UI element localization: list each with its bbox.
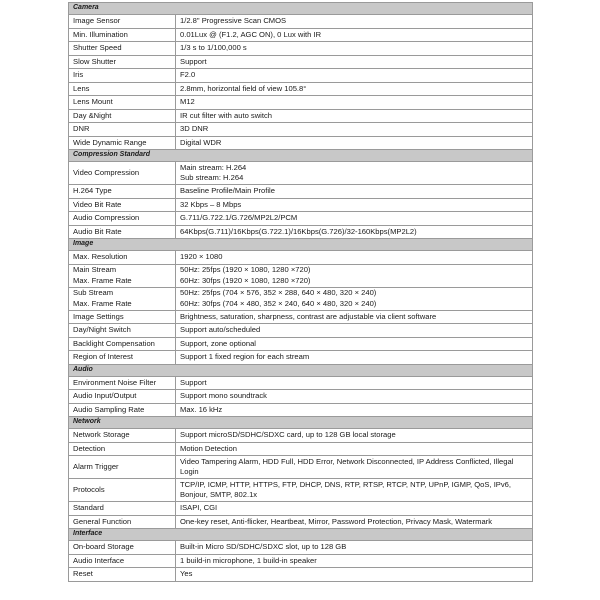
spec-label bbox=[69, 264, 176, 287]
spec-value bbox=[176, 442, 533, 456]
spec-label-line: General Function bbox=[73, 516, 132, 526]
spec-row bbox=[69, 109, 533, 123]
spec-label bbox=[69, 390, 176, 404]
spec-label bbox=[69, 479, 176, 502]
spec-label-line: Iris bbox=[73, 70, 84, 79]
spec-label-line: Main Stream bbox=[73, 265, 117, 274]
spec-value bbox=[176, 568, 533, 582]
spec-label-line: Audio Input/Output bbox=[73, 391, 137, 400]
spec-row bbox=[69, 337, 533, 351]
spec-row bbox=[69, 82, 533, 96]
spec-label bbox=[69, 55, 176, 69]
spec-label-line: Wide Dynamic Range bbox=[73, 137, 147, 147]
spec-row bbox=[69, 212, 533, 226]
spec-row bbox=[69, 324, 533, 338]
spec-label-line: On-board Storage bbox=[73, 542, 134, 551]
spec-label-line: Protocols bbox=[73, 484, 105, 494]
spec-value-line: 50Hz: 25fps (704 × 576, 352 × 288, 640 × 480, 320 × 240) bbox=[180, 288, 377, 297]
spec-row bbox=[69, 515, 533, 529]
spec-row bbox=[69, 310, 533, 324]
spec-table bbox=[68, 2, 533, 582]
spec-value-line: Main stream: H.264 bbox=[180, 162, 247, 172]
spec-label bbox=[69, 351, 176, 365]
spec-row bbox=[69, 479, 533, 502]
spec-value-line: Support 1 fixed region for each stream bbox=[180, 352, 310, 361]
spec-value-line: Support, zone optional bbox=[180, 338, 256, 348]
spec-label-line: Backlight Compensation bbox=[73, 338, 155, 348]
spec-value-line: Brightness, saturation, sharpness, contrast are adjustable via client software bbox=[180, 311, 437, 321]
section-header bbox=[69, 150, 533, 162]
spec-label-line: Max. Frame Rate bbox=[73, 298, 132, 308]
spec-row bbox=[69, 15, 533, 29]
spec-label bbox=[69, 185, 176, 199]
spec-label-line: Standard bbox=[73, 503, 104, 512]
spec-label bbox=[69, 376, 176, 390]
spec-row bbox=[69, 251, 533, 265]
section-title: Interface bbox=[69, 529, 533, 541]
spec-value bbox=[176, 225, 533, 239]
spec-label-line: Max. Frame Rate bbox=[73, 275, 132, 285]
spec-label bbox=[69, 123, 176, 137]
spec-label bbox=[69, 212, 176, 226]
spec-label-line: Audio Sampling Rate bbox=[73, 404, 145, 414]
spec-label bbox=[69, 568, 176, 582]
spec-value bbox=[176, 198, 533, 212]
spec-row bbox=[69, 456, 533, 479]
spec-label-line: Video Bit Rate bbox=[73, 199, 122, 209]
spec-label-line: Image Settings bbox=[73, 311, 124, 321]
section-title: Image bbox=[69, 239, 533, 251]
spec-label bbox=[69, 96, 176, 110]
spec-label-line: Slow Shutter bbox=[73, 56, 117, 66]
spec-value-line: 1/3 s to 1/100,000 s bbox=[180, 43, 247, 52]
spec-row bbox=[69, 390, 533, 404]
spec-label-line: H.264 Type bbox=[73, 186, 112, 195]
spec-label bbox=[69, 28, 176, 42]
spec-label bbox=[69, 515, 176, 529]
spec-label bbox=[69, 162, 176, 185]
spec-value bbox=[176, 390, 533, 404]
spec-row bbox=[69, 136, 533, 150]
spec-row bbox=[69, 198, 533, 212]
spec-value-line: Support microSD/SDHC/SDXC card, up to 128 GB local storage bbox=[180, 430, 396, 439]
spec-label bbox=[69, 287, 176, 310]
spec-row bbox=[69, 376, 533, 390]
spec-value-line: 1920 × 1080 bbox=[180, 252, 223, 261]
spec-label-line: Lens Mount bbox=[73, 97, 113, 106]
spec-label bbox=[69, 502, 176, 516]
spec-row bbox=[69, 28, 533, 42]
spec-value bbox=[176, 212, 533, 226]
spec-row bbox=[69, 69, 533, 83]
spec-value-line: TCP/IP, ICMP, HTTP, HTTPS, FTP, DHCP, DNS, RTP, RTSP, RTCP, NTP, UPnP, IGMP, QoS, IPv6, Bonjour, SMTP, 802.1x bbox=[180, 479, 511, 499]
spec-label-line: Alarm Trigger bbox=[73, 461, 119, 471]
spec-value-line: 50Hz: 25fps (1920 × 1080, 1280 ×720) bbox=[180, 265, 311, 274]
spec-row bbox=[69, 442, 533, 456]
section-title: Compression Standard bbox=[69, 150, 533, 162]
spec-label bbox=[69, 554, 176, 568]
spec-label-line: Audio Bit Rate bbox=[73, 226, 122, 236]
spec-value bbox=[176, 264, 533, 287]
section-title: Camera bbox=[69, 3, 533, 15]
spec-value-line: 60Hz: 30fps (704 × 480, 352 × 240, 640 × 480, 320 × 240) bbox=[180, 298, 377, 308]
spec-value-line: Digital WDR bbox=[180, 137, 222, 147]
spec-value bbox=[176, 403, 533, 417]
spec-value-line: 2.8mm, horizontal field of view 105.8° bbox=[180, 83, 307, 93]
spec-label bbox=[69, 442, 176, 456]
spec-value-line: 64Kbps(G.711)/16Kbps(G.722.1)/16Kbps(G.726)/32-160Kbps(MP2L2) bbox=[180, 226, 417, 236]
section-header bbox=[69, 529, 533, 541]
spec-value bbox=[176, 479, 533, 502]
spec-value bbox=[176, 109, 533, 123]
spec-label-line: Lens bbox=[73, 83, 90, 93]
spec-label-line: Network Storage bbox=[73, 430, 130, 439]
spec-value bbox=[176, 251, 533, 265]
spec-value bbox=[176, 554, 533, 568]
spec-value-line: ISAPI, CGI bbox=[180, 503, 218, 512]
spec-label-line: Reset bbox=[73, 569, 93, 578]
spec-label bbox=[69, 251, 176, 265]
spec-value-line: G.711/G.722.1/G.726/MP2L2/PCM bbox=[180, 213, 298, 222]
spec-label-line: Max. Resolution bbox=[73, 252, 128, 261]
spec-value-line: IR cut filter with auto switch bbox=[180, 110, 273, 120]
spec-value bbox=[176, 502, 533, 516]
spec-label bbox=[69, 337, 176, 351]
spec-label bbox=[69, 403, 176, 417]
section-title: Network bbox=[69, 417, 533, 429]
spec-label bbox=[69, 15, 176, 29]
spec-label bbox=[69, 109, 176, 123]
spec-value-line: M12 bbox=[180, 97, 195, 106]
spec-value bbox=[176, 136, 533, 150]
spec-row bbox=[69, 541, 533, 555]
section-header bbox=[69, 3, 533, 15]
spec-value bbox=[176, 55, 533, 69]
spec-label-line: Sub Stream bbox=[73, 288, 114, 297]
spec-row bbox=[69, 162, 533, 185]
spec-value-line: Max. 16 kHz bbox=[180, 404, 223, 414]
spec-value-line: F2.0 bbox=[180, 70, 196, 79]
spec-label-line: Region of Interest bbox=[73, 352, 133, 361]
spec-label bbox=[69, 69, 176, 83]
spec-value bbox=[176, 123, 533, 137]
spec-row bbox=[69, 429, 533, 443]
spec-label bbox=[69, 82, 176, 96]
spec-value bbox=[176, 28, 533, 42]
spec-row bbox=[69, 225, 533, 239]
spec-value-line: Sub stream: H.264 bbox=[180, 173, 244, 182]
spec-label bbox=[69, 225, 176, 239]
spec-value-line: Support bbox=[180, 377, 207, 387]
spec-value-line: 32 Kbps – 8 Mbps bbox=[180, 199, 242, 209]
spec-value-line: Support mono soundtrack bbox=[180, 391, 267, 400]
spec-value-line: 1 build-in microphone, 1 build-in speaker bbox=[180, 555, 317, 565]
spec-value bbox=[176, 310, 533, 324]
spec-value bbox=[176, 185, 533, 199]
spec-row bbox=[69, 55, 533, 69]
spec-row bbox=[69, 287, 533, 310]
spec-row bbox=[69, 403, 533, 417]
spec-row bbox=[69, 123, 533, 137]
spec-label-line: DNR bbox=[73, 124, 90, 133]
spec-value-line: 0.01Lux @ (F1.2, AGC ON), 0 Lux with IR bbox=[180, 29, 322, 39]
spec-value-line: Support bbox=[180, 56, 207, 66]
spec-row bbox=[69, 264, 533, 287]
spec-value bbox=[176, 429, 533, 443]
spec-value bbox=[176, 351, 533, 365]
spec-label-line: Video Compression bbox=[73, 167, 140, 177]
section-header bbox=[69, 417, 533, 429]
section-header bbox=[69, 239, 533, 251]
spec-value-line: Built-in Micro SD/SDHC/SDXC slot, up to 128 GB bbox=[180, 542, 347, 551]
spec-value bbox=[176, 324, 533, 338]
spec-row bbox=[69, 185, 533, 199]
spec-label bbox=[69, 429, 176, 443]
spec-table-body bbox=[69, 3, 533, 582]
spec-label-line: Image Sensor bbox=[73, 16, 121, 25]
spec-label-line: Audio Interface bbox=[73, 555, 125, 565]
spec-value-line: Yes bbox=[180, 569, 193, 578]
spec-label bbox=[69, 456, 176, 479]
spec-value-line: Support auto/scheduled bbox=[180, 325, 261, 334]
spec-value bbox=[176, 42, 533, 56]
spec-label bbox=[69, 42, 176, 56]
spec-value bbox=[176, 515, 533, 529]
spec-value bbox=[176, 96, 533, 110]
spec-value-line: Video Tampering Alarm, HDD Full, HDD Error, Network Disconnected, IP Address Conflicted, Illegal Login bbox=[180, 456, 514, 476]
spec-row bbox=[69, 554, 533, 568]
spec-value bbox=[176, 15, 533, 29]
section-header bbox=[69, 364, 533, 376]
spec-value bbox=[176, 376, 533, 390]
spec-value bbox=[176, 541, 533, 555]
spec-value-line: Motion Detection bbox=[180, 443, 237, 453]
spec-value-line: One-key reset, Anti-flicker, Heartbeat, Mirror, Password Protection, Privacy Mask, Watermark bbox=[180, 516, 492, 526]
section-title: Audio bbox=[69, 364, 533, 376]
spec-row bbox=[69, 351, 533, 365]
spec-value bbox=[176, 456, 533, 479]
spec-value-line: Baseline Profile/Main Profile bbox=[180, 186, 275, 195]
spec-label bbox=[69, 324, 176, 338]
spec-value bbox=[176, 287, 533, 310]
spec-label-line: Min. Illumination bbox=[73, 29, 128, 39]
spec-value-line: 60Hz: 30fps (1920 × 1080, 1280 ×720) bbox=[180, 275, 311, 285]
spec-value-line: 3D DNR bbox=[180, 124, 209, 133]
spec-row bbox=[69, 42, 533, 56]
spec-row bbox=[69, 96, 533, 110]
spec-label bbox=[69, 310, 176, 324]
spec-label-line: Day &Night bbox=[73, 110, 112, 120]
spec-label-line: Day/Night Switch bbox=[73, 325, 131, 334]
spec-value-line: 1/2.8" Progressive Scan CMOS bbox=[180, 16, 287, 25]
spec-label-line: Audio Compression bbox=[73, 213, 140, 222]
spec-row bbox=[69, 502, 533, 516]
spec-row bbox=[69, 568, 533, 582]
spec-label bbox=[69, 136, 176, 150]
spec-label bbox=[69, 541, 176, 555]
spec-label-line: Detection bbox=[73, 443, 106, 453]
spec-label bbox=[69, 198, 176, 212]
spec-label-line: Environment Noise Filter bbox=[73, 377, 157, 387]
spec-value bbox=[176, 162, 533, 185]
spec-value bbox=[176, 82, 533, 96]
spec-label-line: Shutter Speed bbox=[73, 43, 122, 52]
spec-value bbox=[176, 337, 533, 351]
spec-value bbox=[176, 69, 533, 83]
